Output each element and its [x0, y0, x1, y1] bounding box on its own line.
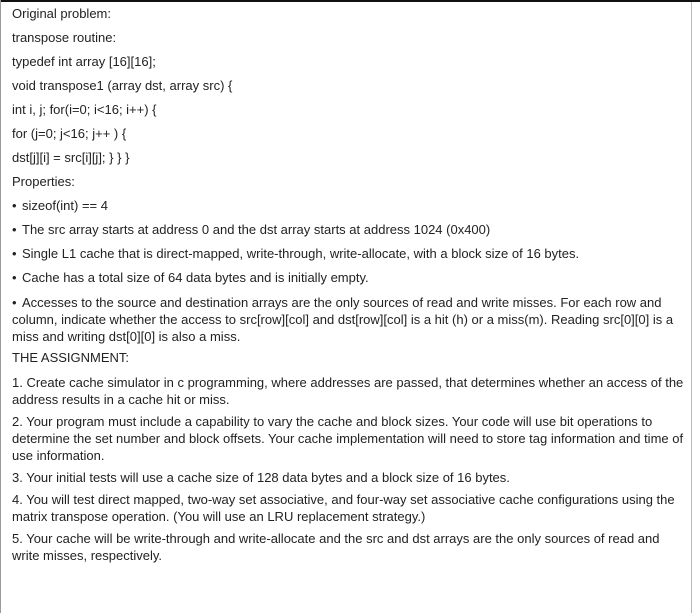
assignment-item: 1. Create cache simulator in c programming, where addresses are passed, that determines whether an access of the address results in a cache hit or miss.: [12, 375, 684, 407]
property-item: [12, 222, 684, 238]
property-item: [12, 294, 684, 345]
problem-document: [12, 6, 684, 569]
property-text: The src array starts at address 0 and the dst array starts at address 1024 (0x400): [22, 222, 491, 237]
properties-heading: Properties:: [12, 174, 75, 189]
property-text: sizeof(int) == 4: [22, 198, 108, 213]
property-text: Cache has a total size of 64 data bytes and is initially empty.: [22, 270, 369, 285]
code-line: transpose routine:: [12, 30, 117, 45]
bullet-icon: •: [12, 222, 17, 237]
assignment-heading: THE ASSIGNMENT:: [12, 350, 130, 365]
property-item: [12, 246, 684, 262]
original-problem-heading: Original problem:: [12, 6, 111, 21]
code-line: int i, j; for(i=0; i<16; i++) {: [12, 102, 157, 117]
assignment-item: 4. You will test direct mapped, two-way set associative, and four-way set associative cache configurations using the matrix transpose operation. (You will use an LRU replacement strategy.): [12, 492, 675, 524]
property-item: [12, 270, 684, 286]
bullet-icon: •: [12, 270, 17, 285]
bullet-icon: •: [12, 198, 17, 213]
bullet-icon: •: [12, 246, 17, 261]
assignment-item: 3. Your initial tests will use a cache size of 128 data bytes and a block size of 16 bytes.: [12, 470, 510, 485]
code-line: void transpose1 (array dst, array src) {: [12, 78, 233, 93]
property-text: Single L1 cache that is direct-mapped, write-through, write-allocate, with a block size of 16 bytes.: [22, 246, 580, 261]
assignment-item: 2. Your program must include a capability to vary the cache and block sizes. Your code will use bit operations to determine the set number and block offsets. Your cache implementation will need to store tag information and time of use information.: [12, 414, 684, 463]
code-line: typedef int array [16][16];: [12, 54, 156, 69]
property-item: [12, 198, 684, 214]
right-border: [691, 2, 692, 613]
assignment-item: 5. Your cache will be write-through and write-allocate and the src and dst arrays are the only sources of read and write misses, respectively.: [12, 531, 660, 563]
code-line: dst[j][i] = src[i][j]; } } }: [12, 150, 130, 165]
code-line: for (j=0; j<16; j++ ) {: [12, 126, 127, 141]
bullet-icon: •: [12, 295, 17, 310]
top-border: [0, 0, 700, 2]
property-text: Accesses to the source and destination arrays are the only sources of read and write misses. For each row and column, indicate whether the access to src[row][col] and dst[row][col] is a hit (h) or a miss(m). Reading src[0][0] is a miss and writing dst[0][0] is also a miss.: [12, 295, 674, 344]
left-border: [0, 0, 1, 613]
